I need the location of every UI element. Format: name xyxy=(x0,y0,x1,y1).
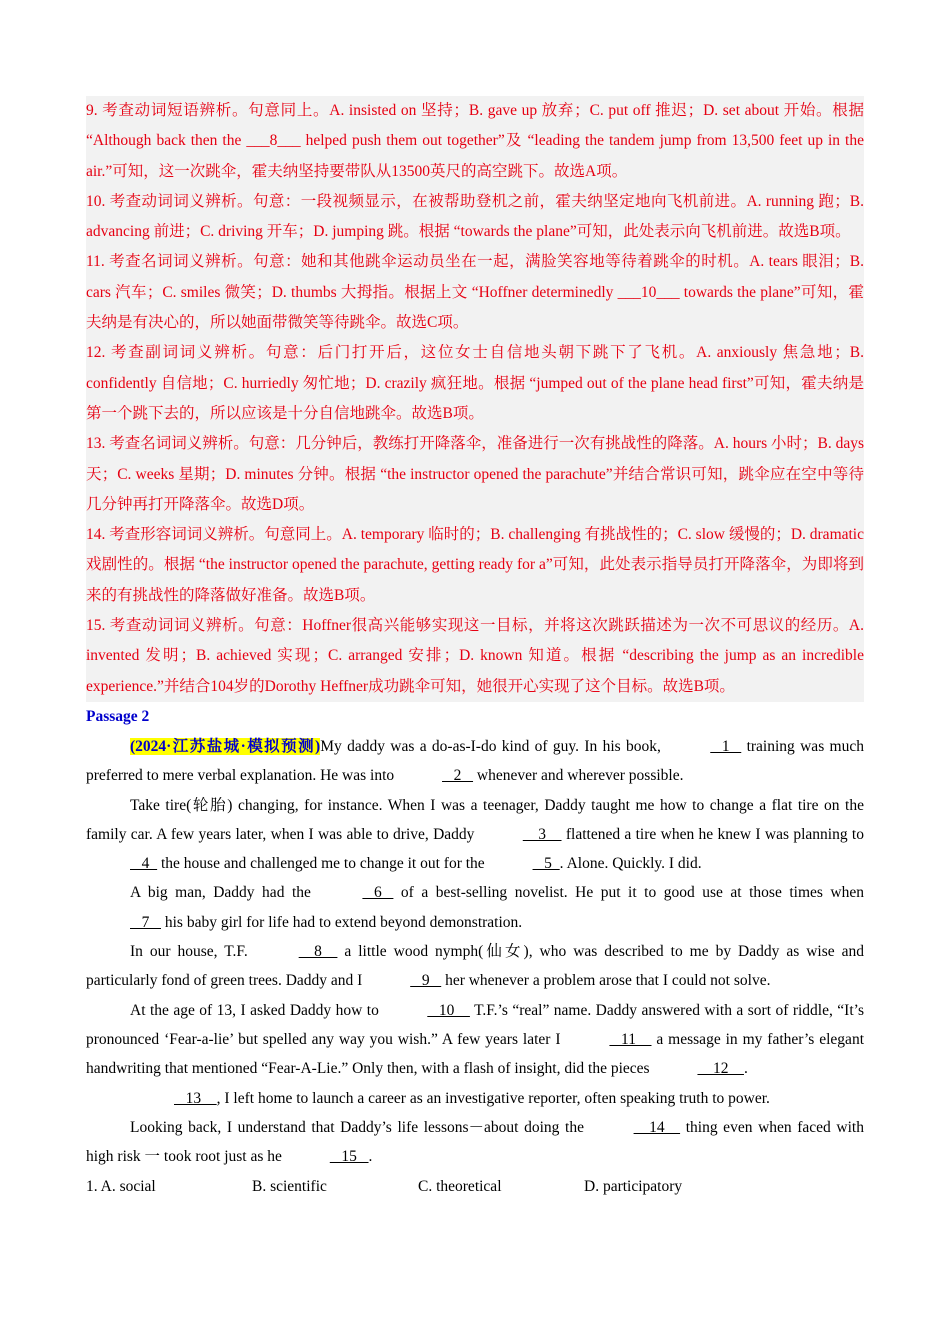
text-run: her whenever a problem arose that I could not solve. xyxy=(441,972,771,990)
analysis-item-9: 9. 考查动词短语辨析。句意同上。A. insisted on 坚持；B. gave up 放弃；C. put off 推迟；D. set about 开始。根据 “Although back then the ___8___ helped push them out together”及 “leading the tandem jump from 13,500 feet up in the air.”可知，这一次跳伞，霍夫纳坚持要带队从13500英尺的高空跳下。故选A项。 xyxy=(86,102,864,180)
analysis-item-10: 10. 考查动词词义辨析。句意：一段视频显示，在被帮助登机之前，霍夫纳坚定地向飞机前进。A. running 跑；B. advancing 前进；C. driving 开车；D. jumping 跳。根据 “towards the plane”可知，此处表示向飞机前进。故选B项。 xyxy=(86,192,864,241)
answer-analysis-block xyxy=(86,96,864,702)
blank-11: 11 xyxy=(609,1030,652,1048)
paragraph-7 xyxy=(86,1113,864,1172)
source-tag: (2024·江苏盐城·模拟预测) xyxy=(130,737,321,755)
blank-5: 5 xyxy=(532,855,560,873)
blank-10: 10 xyxy=(427,1001,470,1019)
blank-3: 3 xyxy=(522,825,562,843)
text-run: Take tire(轮胎) changing, for instance. When I was a teenager, Daddy taught me how to change a flat tire on the family car. A few years later, when I was able to drive, Daddy xyxy=(86,796,864,843)
text-run: . xyxy=(368,1148,373,1166)
text-run: . xyxy=(743,1060,748,1078)
option-b: B. scientific xyxy=(252,1178,327,1196)
blank-1: 1 xyxy=(710,737,742,755)
text-run: At the age of 13, I asked Daddy how to xyxy=(130,1001,384,1019)
text-run: A big man, Daddy had the xyxy=(130,884,319,902)
blank-13: 13 xyxy=(174,1089,217,1107)
paragraph-4 xyxy=(86,937,864,996)
blank-7: 7 xyxy=(130,913,161,931)
analysis-item-12: 12. 考查副词词义辨析。句意：后门打开后，这位女士自信地头朝下跳下了飞机。A. anxiously 焦急地；B. confidently 自信地；C. hurriedly 匆忙地；D. crazily 疯狂地。根据 “jumped out of the plane head first”可知，霍夫纳是第一个跳下去的，所以应该是十分自信地跳伞。故选B项。 xyxy=(86,344,864,422)
analysis-item-11: 11. 考查名词词义辨析。句意：她和其他跳伞运动员坐在一起，满脸笑容地等待着跳伞的时机。A. tears 眼泪；B. cars 汽车；C. smiles 微笑；D. thumbs 大拇指。根据上文 “Hoffner determinedly ___10___ towards the plane”可知，霍夫纳是有决心的，所以她面带微笑等待跳伞。故选C项。 xyxy=(86,253,864,332)
text-run: In our house, T.F. xyxy=(130,943,255,961)
blank-2: 2 xyxy=(442,767,474,785)
option-c: C. theoretical xyxy=(418,1178,502,1196)
blank-9: 9 xyxy=(410,972,442,990)
text-run: T.F.’s “real” name. Daddy answered with a sort of riddle, “It’s pronounced ‘Fear-a-lie’ but spelled any way you wish.” A few years later I xyxy=(86,1001,864,1048)
text-run: of a best-selling novelist. He put it to good use at those times when xyxy=(393,884,864,902)
text-run: Looking back, I understand that Daddy’s life lessons－about doing the xyxy=(130,1118,590,1136)
blank-8: 8 xyxy=(298,943,338,961)
text-run: My daddy was a do-as-I-do kind of guy. In his book, xyxy=(320,737,667,755)
text-run: thing even when faced with high risk 一 took root just as he xyxy=(86,1118,864,1166)
passage-body xyxy=(86,732,864,1171)
blank-6: 6 xyxy=(362,884,394,902)
text-run: his baby girl for life had to extend beyond demonstration. xyxy=(161,913,523,931)
text-run: training was much preferred to mere verbal explanation. He was into xyxy=(86,737,864,785)
paragraph-2 xyxy=(86,791,864,879)
paragraph-5 xyxy=(86,996,864,1084)
text-run: . Alone. Quickly. I did. xyxy=(559,855,702,873)
paragraph-1 xyxy=(86,732,864,791)
analysis-item-15: 15. 考查动词词义辨析。句意：Hoffner很高兴能够实现这一目标，并将这次跳跃描述为一次不可思议的经历。A. invented 发明；B. achieved 实现；C. arranged 安排；D. known 知道。根据 “describing the jump as an incredible experience.”并结合104岁的Dorothy Heffner成功跳伞可知，她很开心实现了这个目标。故选B项。 xyxy=(86,617,864,695)
option-d: D. participatory xyxy=(584,1178,683,1196)
blank-15: 15 xyxy=(329,1148,369,1166)
paragraph-3 xyxy=(86,878,864,937)
blank-14: 14 xyxy=(633,1118,681,1136)
question-1-options xyxy=(86,1172,864,1202)
text-run: the house and challenged me to change it out for the xyxy=(157,855,489,873)
option-a: 1. A. social xyxy=(86,1178,156,1196)
page-content xyxy=(86,96,864,1202)
text-run: a little wood nymph(仙女), who was described to me by Daddy as wise and particularly fond of green trees. Daddy and I xyxy=(86,943,864,990)
text-run: , I left home to launch a career as an investigative reporter, often speaking truth to power. xyxy=(216,1089,770,1107)
text-run: whenever and wherever possible. xyxy=(473,767,684,785)
text-run: flattened a tire when he knew I was planning to xyxy=(561,825,864,843)
blank-12: 12 xyxy=(697,1060,744,1078)
paragraph-6 xyxy=(86,1084,864,1113)
analysis-item-13: 13. 考查名词词义辨析。句意：几分钟后，教练打开降落伞，准备进行一次有挑战性的降落。A. hours 小时；B. days 天；C. weeks 星期；D. minutes 分钟。根据 “the instructor opened the parachute”并结合常识可知，跳伞应在空中等待几分钟再打开降落伞。故选D项。 xyxy=(86,435,865,513)
analysis-item-14: 14. 考查形容词词义辨析。句意同上。A. temporary 临时的；B. challenging 有挑战性的；C. slow 缓慢的；D. dramatic 戏剧性的。根据 “the instructor opened the parachute, getting ready for a”可知，此处表示指导员打开降落伞，为即将到来的有挑战性的降落做好准备。故选B项。 xyxy=(86,526,864,604)
text-run: a message in my father’s elegant handwriting that mentioned “Fear-A-Lie.” Only then, with a flash of insight, did the pieces xyxy=(86,1030,864,1078)
passage-title: Passage 2 xyxy=(86,707,150,725)
blank-4: 4 xyxy=(130,855,158,873)
